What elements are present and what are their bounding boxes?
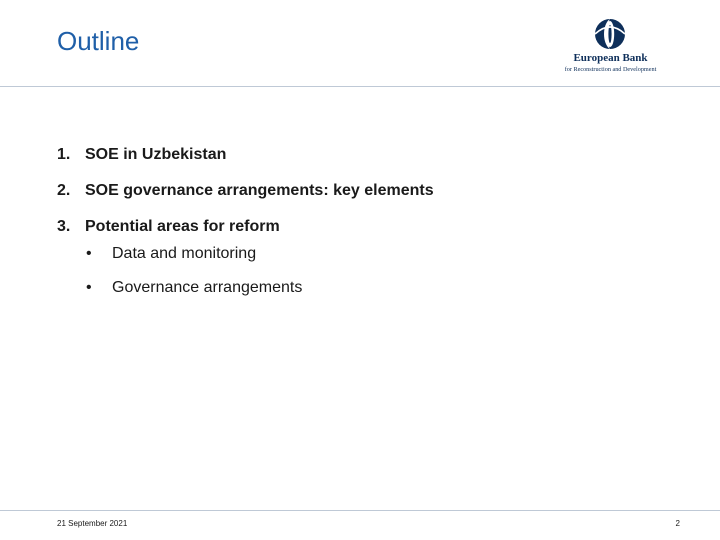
page-number: 2 [675,519,680,528]
outline-item-text: Potential areas for reform [85,218,280,235]
footer-divider [0,510,720,511]
reform-area-item [86,278,302,297]
header-divider [0,86,720,87]
outline-item-number: 2. [57,182,71,199]
logo-name: European Bank [573,52,648,64]
bullet: • [86,245,92,262]
reform-area-item [86,244,302,263]
outline-item-number: 3. [57,218,71,235]
outline-item-text: SOE governance arrangements: key elements [85,182,434,199]
reform-area-text: Data and monitoring [112,245,257,262]
ebrd-logo [553,14,668,78]
ebrd-logo-mark-icon [590,16,630,52]
outline-item [57,181,434,200]
reform-areas-list [86,244,302,312]
logo-subtitle: for Reconstruction and Development [564,66,657,73]
slide-title: Outline [57,26,140,56]
outline-item-text: SOE in Uzbekistan [85,146,227,163]
reform-area-text: Governance arrangements [112,279,303,296]
bullet: • [86,279,92,296]
outline-item-number: 1. [57,146,71,163]
outline-item [57,145,434,164]
outline-item [57,217,434,236]
footer-date: 21 September 2021 [57,519,128,528]
outline-list [57,145,434,253]
